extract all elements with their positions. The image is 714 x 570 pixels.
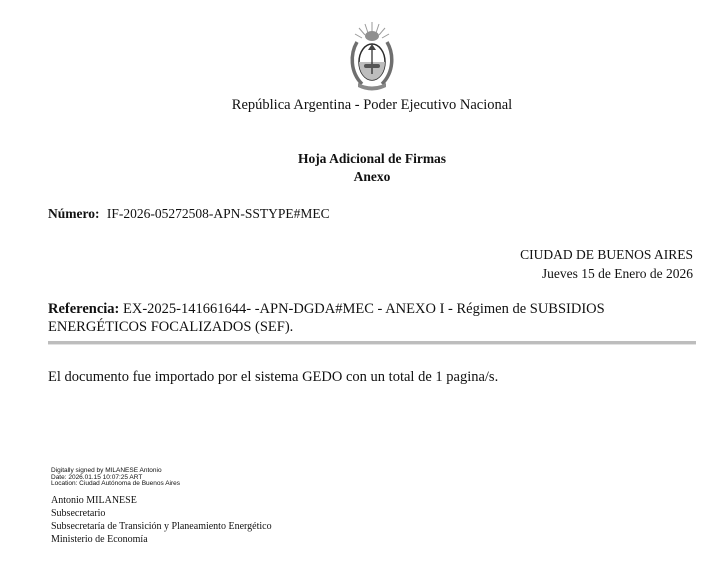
signer-name: Antonio MILANESE <box>51 495 137 506</box>
number-label: Número: <box>48 206 100 221</box>
title-line-1: Hoja Adicional de Firmas <box>297 151 447 166</box>
signature-signed-by: Digitally signed by MILANESE Antonio <box>51 467 162 474</box>
reference <box>48 300 696 336</box>
signature-location: Location: Ciudad Autónoma de Buenos Aires <box>51 480 181 488</box>
signer-role: Subsecretario <box>51 508 106 519</box>
divider <box>48 341 696 345</box>
title-line-2: Anexo <box>353 169 391 184</box>
place-and-date <box>520 245 693 283</box>
date: Jueves 15 de Enero de 2026 <box>541 266 693 281</box>
signature-date: Date: 2026.01.15 10:07:25 ART <box>51 473 143 481</box>
city: CIUDAD DE BUENOS AIRES <box>520 247 693 262</box>
number-value: IF-2026-05272508-APN-SSTYPE#MEC <box>106 206 330 221</box>
reference-value: EX-2025-141661644- -APN-DGDA#MEC - ANEXO I - Régimen de SUBSIDIOS ENERGÉTICOS FOCALIZADOS (SEF). <box>48 301 605 335</box>
body-text: El documento fue importado por el sistema GEDO con un total de 1 pagina/s. <box>48 369 499 385</box>
signer-office: Subsecretaría de Transición y Planeamiento Energético <box>51 521 272 532</box>
document-title <box>0 150 714 186</box>
signer-block <box>51 494 272 546</box>
document-number <box>48 206 330 222</box>
coat-of-arms-icon <box>348 20 396 94</box>
republic-heading: República Argentina - Poder Ejecutivo Nacional <box>231 97 513 113</box>
digital-signature-stamp <box>51 468 180 488</box>
signer-ministry: Ministerio de Economía <box>51 534 148 545</box>
reference-label: Referencia: <box>48 301 120 317</box>
